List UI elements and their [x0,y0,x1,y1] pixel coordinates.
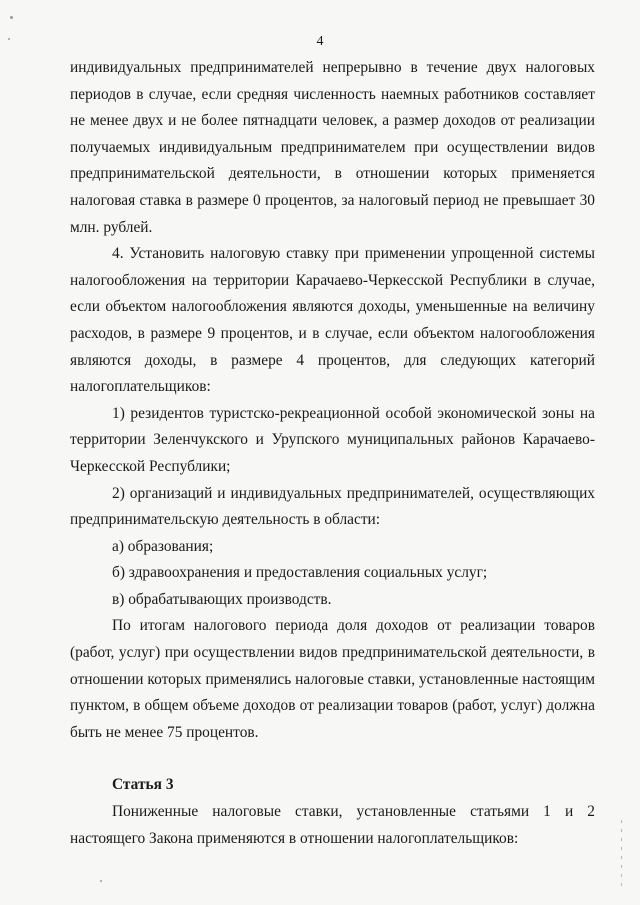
page-number: 4 [316,34,324,49]
paragraph-item-4: 4. Установить налоговую ставку при применении упрощенной системы налогообложения на территории Карачаево-Черкесской Республики в случае, если объектом налогообложения являются доходы, уменьшенные на величину расходов, в размере 9 процентов, и в случае, если объектом налогообложения являются доходы, в размере 4 процентов, для следующих категорий налогоплательщиков: [70,245,595,396]
paragraph-subitem-b: б) здравоохранения и предоставления социальных услуг; [112,564,488,582]
scan-smudge-bottom-left [100,880,102,882]
article-paragraph: Пониженные налоговые ставки, установленные статьями 1 и 2 настоящего Закона применяются в отношении налогоплательщиков: [70,803,595,847]
paragraph-continuation: индивидуальных предпринимателей непрерывно в течение двух налоговых периодов в случае, если средняя численность наемных работников составляет не менее двух и не более пятнадцати человек, а размер доходов от реализации получаемых индивидуальным предпринимателем при осуществлении видов предпринимательской деятельности, в отношении которых применяется налоговая ставка в размере 0 процентов, за налоговый период не превышает 30 млн. рублей. [70,59,595,236]
paragraph-subitem-c: в) обрабатывающих производств. [112,590,332,608]
scan-edge-line [621,820,622,890]
paragraph-subitem-1: 1) резидентов туристско-рекреационной особой экономической зоны на территории Зеленчукского и Урупского муниципальных районов Карачаево-Черкесской Республики; [70,404,595,475]
document-body [70,55,595,852]
scan-smudge-top-left [10,16,13,19]
paragraph-subitem-a: а) образования; [112,537,214,555]
article-heading: Статья 3 [112,776,174,794]
paragraph-income-share: По итогам налогового периода доля доходов от реализации товаров (работ, услуг) при осуществлении видов предпринимательской деятельности, в отношении которых применялись налоговые ставки, установленные настоящим пунктом, в общем объеме доходов от реализации товаров (работ, услуг) должна быть не менее 75 процентов. [70,617,595,741]
paragraph-subitem-2: 2) организаций и индивидуальных предпринимателей, осуществляющих предпринимательскую деятельность в области: [70,484,595,529]
